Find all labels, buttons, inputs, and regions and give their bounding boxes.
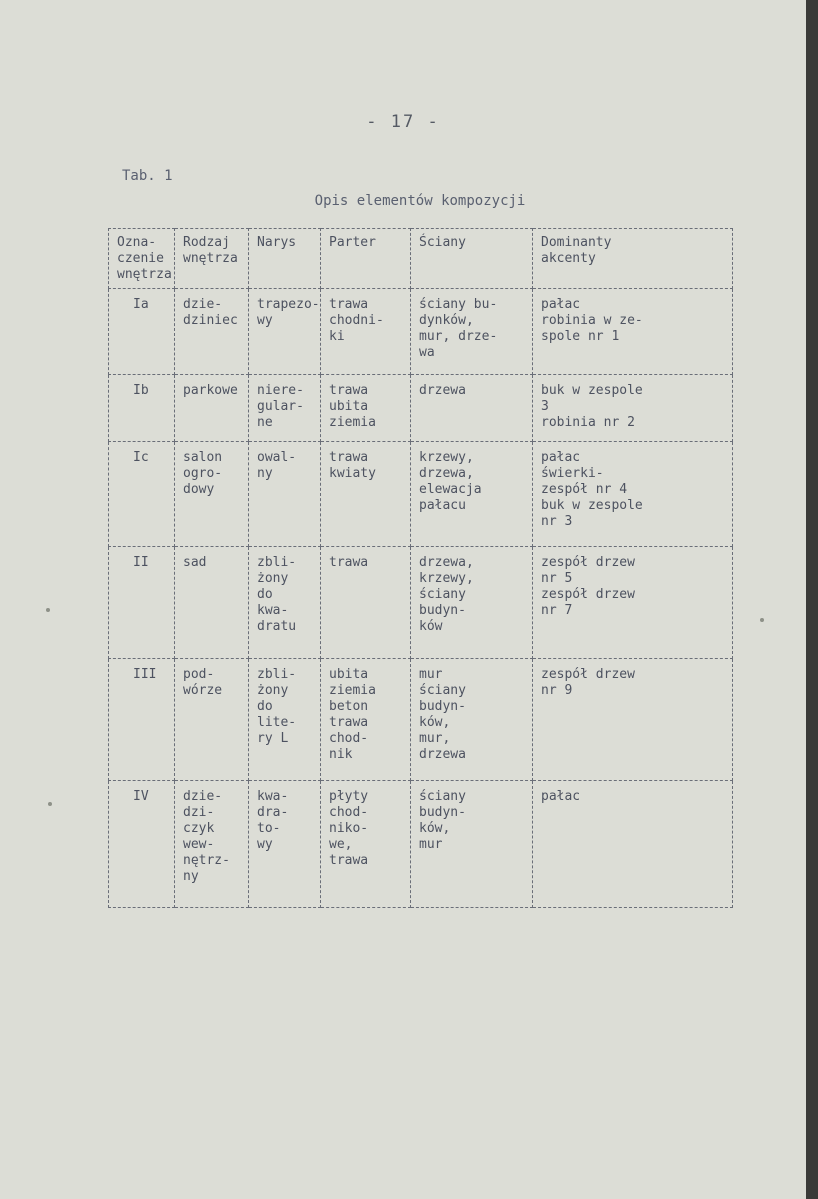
- paper-speck: [760, 618, 764, 622]
- cell-designation: II: [109, 546, 175, 658]
- paper-speck: [46, 608, 50, 612]
- header-cell-type: Rodzaj wnętrza: [175, 229, 249, 289]
- cell-walls: krzewy, drzewa, elewacja pałacu: [411, 442, 533, 546]
- cell-walls: drzewa: [411, 375, 533, 442]
- cell-parter: trawa ubita ziemia: [321, 375, 411, 442]
- cell-dominants: pałac: [533, 781, 733, 908]
- table-row: [109, 375, 733, 442]
- cell-parter: trawa: [321, 546, 411, 658]
- cell-parter: płyty chod- niko- we, trawa: [321, 781, 411, 908]
- table-row: [109, 658, 733, 781]
- cell-designation: Ib: [109, 375, 175, 442]
- cell-type: dzie- dzi- czyk wew- nętrz- ny: [175, 781, 249, 908]
- cell-dominants: zespół drzew nr 9: [533, 658, 733, 781]
- table-row: [109, 546, 733, 658]
- cell-type: parkowe: [175, 375, 249, 442]
- cell-walls: mur ściany budyn- ków, mur, drzewa: [411, 658, 533, 781]
- paper-speck: [48, 802, 52, 806]
- cell-parter: trawa chodni- ki: [321, 289, 411, 375]
- cell-walls: drzewa, krzewy, ściany budyn- ków: [411, 546, 533, 658]
- cell-designation: Ia: [109, 289, 175, 375]
- cell-type: pod- wórze: [175, 658, 249, 781]
- cell-parter: ubita ziemia beton trawa chod- nik: [321, 658, 411, 781]
- cell-plan: zbli- żony do kwa- dratu: [249, 546, 321, 658]
- cell-type: sad: [175, 546, 249, 658]
- page-edge-shadow: [806, 0, 818, 1199]
- cell-type: salon ogro- dowy: [175, 442, 249, 546]
- table-row: [109, 442, 733, 546]
- page-number: - 17 -: [366, 112, 440, 132]
- cell-dominants: pałac świerki- zespół nr 4 buk w zespole nr 3: [533, 442, 733, 546]
- composition-table: [108, 228, 733, 908]
- cell-parter: trawa kwiaty: [321, 442, 411, 546]
- cell-plan: owal- ny: [249, 442, 321, 546]
- table-row: [109, 781, 733, 908]
- cell-designation: IV: [109, 781, 175, 908]
- cell-designation: Ic: [109, 442, 175, 546]
- table-title: Opis elementów kompozycji: [314, 193, 526, 209]
- header-cell-dominants: Dominanty akcenty: [533, 229, 733, 289]
- cell-designation: III: [109, 658, 175, 781]
- header-cell-designation: Ozna- czenie wnętrza: [109, 229, 175, 289]
- cell-type: dzie- dziniec: [175, 289, 249, 375]
- cell-plan: niere- gular- ne: [249, 375, 321, 442]
- table-header-row: [109, 229, 733, 289]
- cell-plan: kwa- dra- to- wy: [249, 781, 321, 908]
- table-label: Tab. 1: [122, 168, 173, 184]
- cell-plan: trapezo- wy: [249, 289, 321, 375]
- header-cell-walls: Ściany: [411, 229, 533, 289]
- header-cell-plan: Narys: [249, 229, 321, 289]
- table-row: [109, 289, 733, 375]
- cell-dominants: zespół drzew nr 5 zespół drzew nr 7: [533, 546, 733, 658]
- cell-walls: ściany bu- dynków, mur, drze- wa: [411, 289, 533, 375]
- header-cell-parter: Parter: [321, 229, 411, 289]
- cell-walls: ściany budyn- ków, mur: [411, 781, 533, 908]
- cell-dominants: buk w zespole 3 robinia nr 2: [533, 375, 733, 442]
- cell-plan: zbli- żony do lite- ry L: [249, 658, 321, 781]
- cell-dominants: pałac robinia w ze- spole nr 1: [533, 289, 733, 375]
